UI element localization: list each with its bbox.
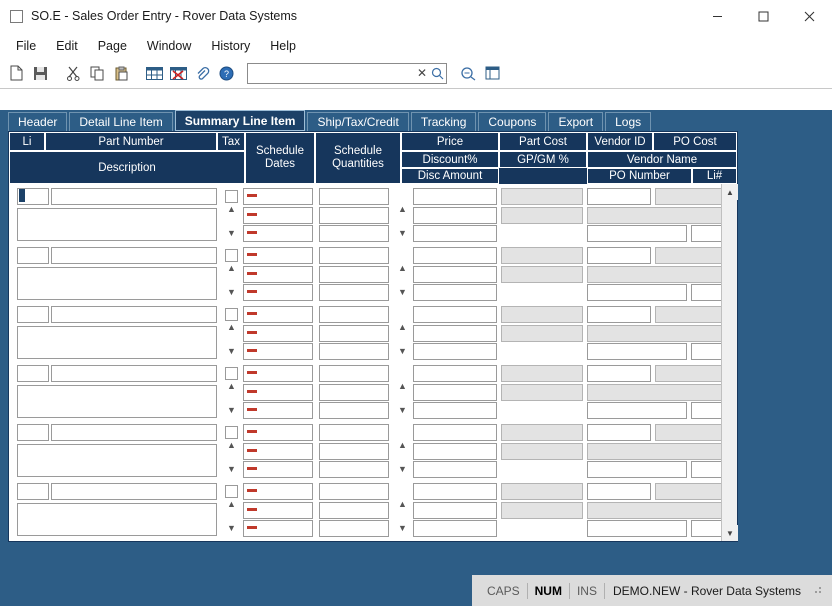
column-header-vendor-name[interactable]: Vendor Name (587, 151, 737, 168)
toolbar (0, 58, 832, 89)
maximize-button[interactable] (740, 0, 786, 32)
cell-tax-checkbox[interactable] (225, 190, 238, 203)
cell-schedule-date-3[interactable] (243, 225, 313, 242)
svg-text:?: ? (223, 68, 229, 79)
cell-vendor-id[interactable] (587, 188, 651, 205)
cell-schedule-qty-1[interactable] (319, 306, 389, 323)
column-header-disc-amount[interactable]: Disc Amount (401, 168, 499, 184)
tab-summary-line-item[interactable]: Summary Line Item (175, 110, 306, 131)
cut-icon[interactable] (62, 62, 84, 84)
table-row[interactable] (9, 243, 737, 302)
cell-vendor-id[interactable] (587, 247, 651, 264)
cell-tax-checkbox[interactable] (225, 308, 238, 321)
cell-po-cost[interactable] (655, 247, 729, 264)
cell-schedule-date-1[interactable] (243, 365, 313, 382)
window-title: SO.E - Sales Order Entry - Rover Data Systems (31, 9, 298, 23)
column-header-discount-pct[interactable]: Discount% (401, 151, 499, 168)
window-controls (694, 0, 832, 32)
cell-description[interactable] (17, 444, 217, 477)
status-database: DEMO.NEW - Rover Data Systems (612, 583, 801, 598)
close-button[interactable] (786, 0, 832, 32)
cell-schedule-date-1[interactable] (243, 247, 313, 264)
cell-schedule-qty-2[interactable] (319, 266, 389, 283)
cell-description[interactable] (17, 326, 217, 359)
cell-schedule-date-2[interactable] (243, 384, 313, 401)
cell-part-cost[interactable] (501, 424, 583, 441)
description-spinner[interactable]: ▲ ▼ (227, 381, 236, 415)
grid-icon[interactable] (143, 62, 165, 84)
table-row[interactable] (9, 479, 737, 538)
column-header-tax[interactable]: Tax (217, 132, 245, 151)
column-header-gp-gm-pct[interactable]: GP/GM % (499, 151, 587, 168)
cell-schedule-qty-3[interactable] (319, 343, 389, 360)
search-box[interactable] (247, 63, 447, 84)
cell-vendor-name[interactable] (587, 384, 729, 401)
cell-price[interactable] (413, 247, 497, 264)
status-ins: INS (576, 583, 597, 598)
cell-schedule-date-2[interactable] (243, 325, 313, 342)
cell-po-cost[interactable] (655, 365, 729, 382)
cell-part-cost[interactable] (501, 247, 583, 264)
cell-price[interactable] (413, 188, 497, 205)
schedule-spinner[interactable]: ▲ ▼ (398, 204, 407, 238)
column-header-schedule-dates[interactable] (245, 132, 315, 184)
search-input[interactable] (251, 65, 415, 82)
column-header-vendor-id[interactable]: Vendor ID (587, 132, 653, 151)
tab-coupons[interactable]: Coupons (478, 112, 546, 131)
cell-po-number[interactable] (587, 520, 687, 537)
summary-line-item-grid (8, 131, 738, 542)
cell-schedule-qty-1[interactable] (319, 424, 389, 441)
menu-item-file[interactable]: File (16, 38, 37, 53)
cell-schedule-qty-1[interactable] (319, 188, 389, 205)
cell-li[interactable] (17, 247, 49, 264)
cell-part-cost[interactable] (501, 188, 583, 205)
scroll-down-icon[interactable]: ▼ (722, 525, 738, 541)
schedule-qty-label-2: Quantities (332, 158, 384, 170)
cell-schedule-qty-3[interactable] (319, 284, 389, 301)
column-header-po-number[interactable]: PO Number (587, 168, 692, 184)
main-body (0, 110, 832, 575)
tab-detail-line-item[interactable]: Detail Line Item (69, 112, 172, 131)
column-header-schedule-quantities[interactable] (315, 132, 401, 184)
cell-part-number[interactable] (51, 188, 217, 205)
status-bar (0, 575, 832, 606)
grid-header (9, 132, 737, 184)
schedule-qty-label-1: Schedule (334, 145, 382, 157)
new-document-icon[interactable] (5, 62, 27, 84)
cell-gp-gm-pct[interactable] (501, 384, 583, 401)
cell-disc-amount[interactable] (413, 284, 497, 301)
column-header-li[interactable]: Li (9, 132, 45, 151)
cell-vendor-name[interactable] (587, 325, 729, 342)
column-header-part-cost[interactable]: Part Cost (499, 132, 587, 151)
cell-price[interactable] (413, 424, 497, 441)
column-header-li-num[interactable]: Li# (692, 168, 737, 184)
cell-description[interactable] (17, 267, 217, 300)
tab-header[interactable]: Header (8, 112, 67, 131)
schedule-spinner[interactable]: ▲ ▼ (398, 381, 407, 415)
cell-tax-checkbox[interactable] (225, 426, 238, 439)
table-row[interactable] (9, 361, 737, 420)
search-clear-icon[interactable]: ✕ (416, 66, 428, 80)
description-spinner[interactable]: ▲ ▼ (227, 322, 236, 356)
cell-schedule-qty-3[interactable] (319, 225, 389, 242)
menu-item-page[interactable]: Page (97, 38, 127, 53)
cell-schedule-qty-1[interactable] (319, 483, 389, 500)
cell-description[interactable] (17, 385, 217, 418)
cell-schedule-qty-2[interactable] (319, 207, 389, 224)
cell-tax-checkbox[interactable] (225, 367, 238, 380)
tab-ship-tax-credit[interactable]: Ship/Tax/Credit (307, 112, 408, 131)
cell-disc-amount[interactable] (413, 343, 497, 360)
cell-vendor-id[interactable] (587, 365, 651, 382)
cell-schedule-qty-2[interactable] (319, 325, 389, 342)
cell-schedule-qty-3[interactable] (319, 520, 389, 537)
column-header-part-number[interactable]: Part Number (45, 132, 217, 151)
delete-grid-icon[interactable] (167, 62, 189, 84)
cell-vendor-name[interactable] (587, 443, 729, 460)
cell-schedule-date-3[interactable] (243, 461, 313, 478)
cell-discount-pct[interactable] (413, 443, 497, 460)
cell-price[interactable] (413, 306, 497, 323)
cell-tax-checkbox[interactable] (225, 485, 238, 498)
cell-description[interactable] (17, 208, 217, 241)
cell-po-number[interactable] (587, 402, 687, 419)
tab-bar (8, 110, 653, 131)
cell-schedule-date-3[interactable] (243, 284, 313, 301)
cell-schedule-qty-3[interactable] (319, 402, 389, 419)
cell-price[interactable] (413, 483, 497, 500)
cell-part-number[interactable] (51, 306, 217, 323)
cell-price[interactable] (413, 365, 497, 382)
column-header-po-cost[interactable]: PO Cost (653, 132, 737, 151)
cell-schedule-qty-2[interactable] (319, 443, 389, 460)
zoom-search-icon[interactable] (457, 62, 479, 84)
title-bar (0, 0, 832, 33)
cell-gp-gm-pct[interactable] (501, 266, 583, 283)
schedule-spinner[interactable]: ▲ ▼ (398, 322, 407, 356)
attachment-icon[interactable] (191, 62, 213, 84)
table-row[interactable] (9, 184, 737, 243)
cell-li[interactable] (17, 424, 49, 441)
cell-vendor-name[interactable] (587, 502, 729, 519)
status-num: NUM (534, 583, 562, 598)
minimize-button[interactable] (694, 0, 740, 32)
status-indicators (472, 575, 832, 606)
cell-description[interactable] (17, 503, 217, 536)
cell-po-cost[interactable] (655, 424, 729, 441)
cell-schedule-date-1[interactable] (243, 483, 313, 500)
cell-schedule-date-3[interactable] (243, 520, 313, 537)
search-icon[interactable] (429, 67, 445, 80)
description-spinner[interactable]: ▲ ▼ (227, 204, 236, 238)
cell-vendor-id[interactable] (587, 483, 651, 500)
cell-schedule-date-2[interactable] (243, 266, 313, 283)
description-spinner[interactable]: ▲ ▼ (227, 499, 236, 533)
cell-schedule-date-2[interactable] (243, 207, 313, 224)
help-icon[interactable] (215, 62, 237, 84)
cell-li[interactable] (17, 306, 49, 323)
grid-vertical-scrollbar[interactable] (721, 184, 737, 541)
cell-discount-pct[interactable] (413, 384, 497, 401)
cell-schedule-date-2[interactable] (243, 502, 313, 519)
cell-po-number[interactable] (587, 284, 687, 301)
column-header-price[interactable]: Price (401, 132, 499, 151)
cell-gp-gm-pct[interactable] (501, 325, 583, 342)
cell-schedule-date-3[interactable] (243, 343, 313, 360)
schedule-dates-label-1: Schedule (256, 145, 304, 157)
tab-export[interactable]: Export (548, 112, 603, 131)
schedule-spinner[interactable]: ▲ ▼ (398, 440, 407, 474)
cell-part-cost[interactable] (501, 483, 583, 500)
table-row[interactable] (9, 420, 737, 479)
cell-part-cost[interactable] (501, 365, 583, 382)
schedule-spinner[interactable]: ▲ ▼ (398, 499, 407, 533)
menu-bar (0, 33, 832, 58)
cell-schedule-date-3[interactable] (243, 402, 313, 419)
cell-discount-pct[interactable] (413, 325, 497, 342)
cell-vendor-id[interactable] (587, 306, 651, 323)
cell-li[interactable] (17, 188, 49, 205)
cell-tax-checkbox[interactable] (225, 249, 238, 262)
cell-schedule-date-1[interactable] (243, 424, 313, 441)
copy-icon[interactable] (86, 62, 108, 84)
cell-disc-amount[interactable] (413, 402, 497, 419)
cell-po-number[interactable] (587, 461, 687, 478)
description-spinner[interactable]: ▲ ▼ (227, 263, 236, 297)
cell-gp-gm-pct[interactable] (501, 207, 583, 224)
cell-vendor-id[interactable] (587, 424, 651, 441)
cell-schedule-date-1[interactable] (243, 188, 313, 205)
cell-po-cost[interactable] (655, 188, 729, 205)
cell-discount-pct[interactable] (413, 266, 497, 283)
cell-vendor-name[interactable] (587, 266, 729, 283)
cell-schedule-date-2[interactable] (243, 443, 313, 460)
cell-part-number[interactable] (51, 483, 217, 500)
cell-schedule-qty-2[interactable] (319, 502, 389, 519)
cell-disc-amount[interactable] (413, 461, 497, 478)
save-icon[interactable] (29, 62, 51, 84)
cell-schedule-qty-1[interactable] (319, 365, 389, 382)
menu-item-help[interactable]: Help (270, 38, 296, 53)
cell-discount-pct[interactable] (413, 207, 497, 224)
cell-po-number[interactable] (587, 225, 687, 242)
report-icon[interactable] (481, 62, 503, 84)
column-header-description[interactable]: Description (9, 151, 245, 184)
cell-schedule-qty-3[interactable] (319, 461, 389, 478)
menu-item-window[interactable]: Window (146, 38, 192, 53)
cell-po-cost[interactable] (655, 483, 729, 500)
cell-disc-amount[interactable] (413, 520, 497, 537)
cell-po-number[interactable] (587, 343, 687, 360)
cell-li[interactable] (17, 483, 49, 500)
tab-logs[interactable]: Logs (605, 112, 651, 131)
cell-disc-amount[interactable] (413, 225, 497, 242)
schedule-dates-label-2: Dates (264, 158, 296, 170)
tab-tracking[interactable]: Tracking (411, 112, 477, 131)
cell-vendor-name[interactable] (587, 207, 729, 224)
cell-discount-pct[interactable] (413, 502, 497, 519)
cell-schedule-qty-1[interactable] (319, 247, 389, 264)
cell-gp-gm-pct[interactable] (501, 502, 583, 519)
paste-icon[interactable] (110, 62, 132, 84)
cell-schedule-qty-2[interactable] (319, 384, 389, 401)
cell-part-number[interactable] (51, 365, 217, 382)
resize-grip-icon[interactable] (809, 584, 824, 598)
schedule-spinner[interactable]: ▲ ▼ (398, 263, 407, 297)
cell-part-cost[interactable] (501, 306, 583, 323)
cell-part-number[interactable] (51, 247, 217, 264)
description-spinner[interactable]: ▲ ▼ (227, 440, 236, 474)
cell-gp-gm-pct[interactable] (501, 443, 583, 460)
menu-item-history[interactable]: History (211, 38, 251, 53)
grid-rows (9, 184, 737, 541)
cell-po-cost[interactable] (655, 306, 729, 323)
cell-part-number[interactable] (51, 424, 217, 441)
table-row[interactable] (9, 302, 737, 361)
cell-li[interactable] (17, 365, 49, 382)
cell-schedule-date-1[interactable] (243, 306, 313, 323)
window-icon (10, 10, 23, 23)
status-caps: CAPS (486, 583, 520, 598)
scroll-up-icon[interactable]: ▲ (722, 184, 738, 200)
menu-item-edit[interactable]: Edit (56, 38, 78, 53)
